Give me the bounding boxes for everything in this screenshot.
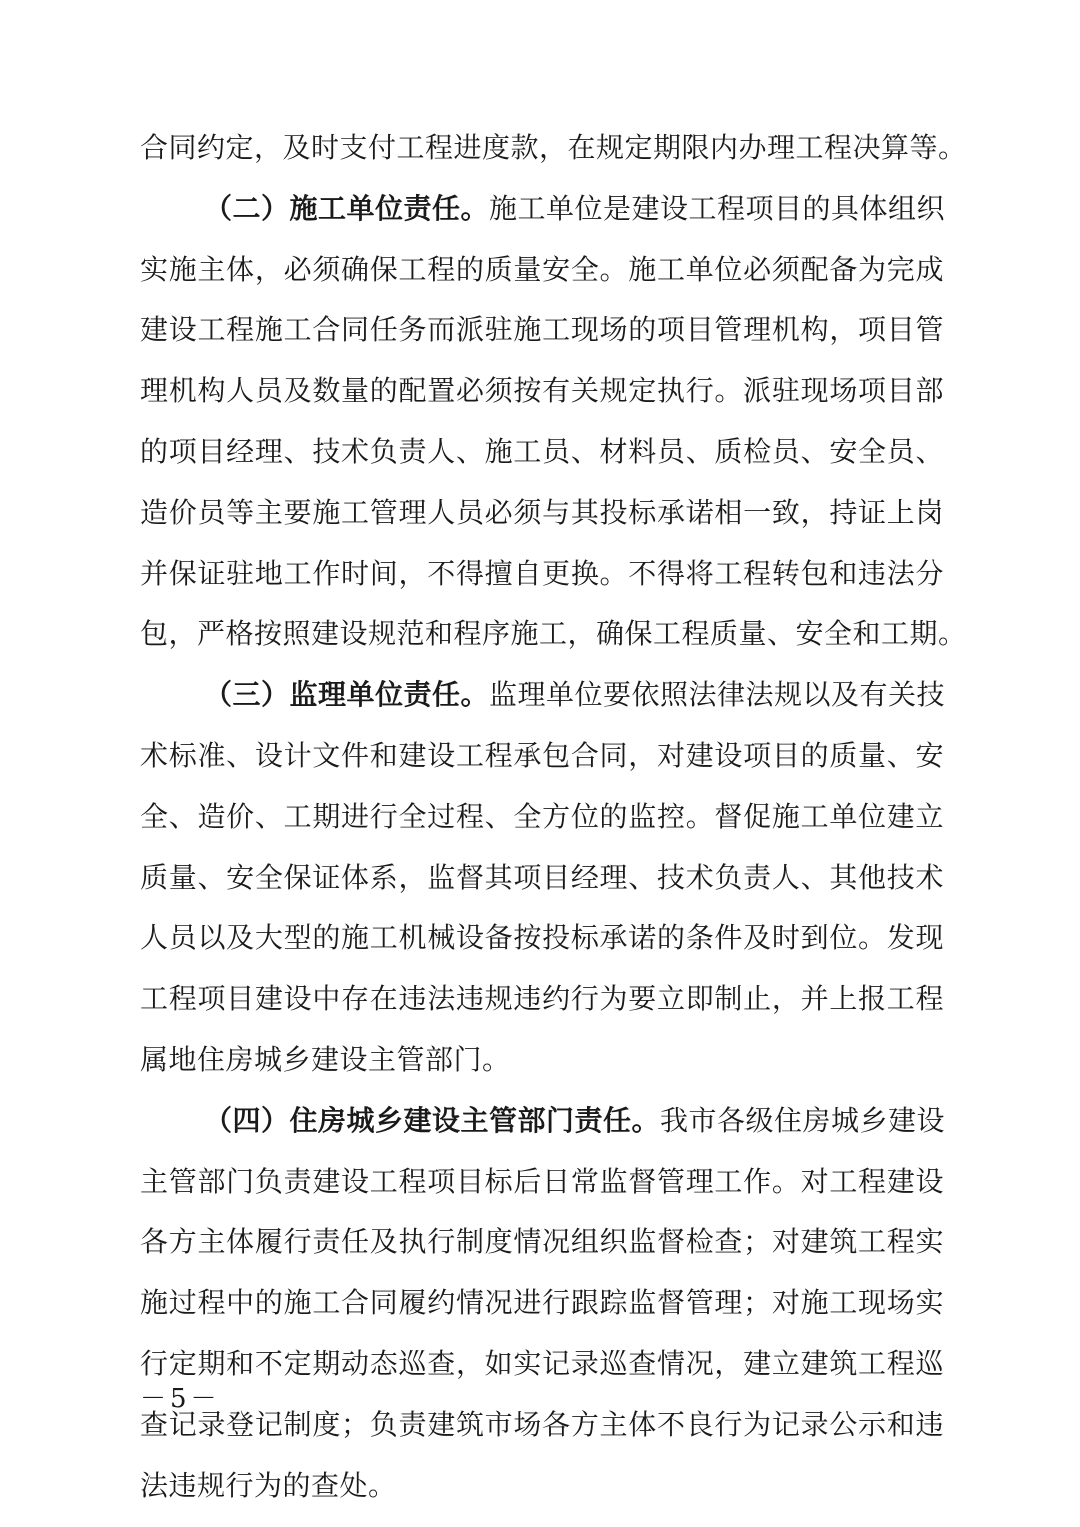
paragraph-continuation [140,118,967,179]
text-line: 人员以及大型的施工机械设备按投标承诺的条件及时到位。发现 [140,921,944,955]
text-line: 的项目经理、技术负责人、施工员、材料员、质检员、安全员、 [140,434,944,468]
page-number: －5－ [140,1384,221,1414]
text-line: 各方主体履行责任及执行制度情况组织监督检查；对建筑工程实 [140,1225,944,1259]
text-line: 全、造价、工期进行全过程、全方位的监控。督促施工单位建立 [140,799,944,833]
text-line: 理机构人员及数量的配置必须按有关规定执行。派驻现场项目部 [140,374,944,408]
text-line: 法违规行为的查处。 [140,1468,397,1502]
paragraph-supervision-unit [140,665,944,1091]
text-line: 并保证驻地工作时间，不得擅自更换。不得将工程转包和违法分 [140,556,944,590]
text-line: 施过程中的施工合同履约情况进行跟踪监督管理；对施工现场实 [140,1286,944,1320]
text-line: 属地住房城乡建设主管部门。 [140,1042,511,1076]
text-line: 合同约定，及时支付工程进度款，在规定期限内办理工程决算等。 [140,131,967,164]
text-line: （二）施工单位责任。施工单位是建设工程项目的具体组织 [204,191,946,225]
document-body [140,118,967,1516]
text-line: 包，严格按照建设规范和程序施工，确保工程质量、安全和工期。 [140,617,967,651]
text-line: 术标准、设计文件和建设工程承包合同，对建设项目的质量、安 [140,738,944,772]
text-line: 建设工程施工合同任务而派驻施工现场的项目管理机构，项目管 [140,313,944,347]
text-line: 实施主体，必须确保工程的质量安全。施工单位必须配备为完成 [140,252,944,286]
paragraph-housing-department [140,1091,944,1517]
text-line: （四）住房城乡建设主管部门责任。我市各级住房城乡建设 [204,1103,946,1137]
paragraph-construction-unit [140,179,967,665]
text-line: 行定期和不定期动态巡查，如实记录巡查情况，建立建筑工程巡 [140,1346,944,1380]
text-line: 造价员等主要施工管理人员必须与其投标承诺相一致，持证上岗 [140,495,944,529]
text-line: 主管部门负责建设工程项目标后日常监督管理工作。对工程建设 [140,1164,944,1198]
section-heading: （二）施工单位责任。 [204,191,490,225]
section-heading: （三）监理单位责任。 [204,678,490,712]
text-line: 质量、安全保证体系，监督其项目经理、技术负责人、其他技术 [140,860,944,894]
section-heading: （四）住房城乡建设主管部门责任。 [204,1103,661,1137]
text-line: 工程项目建设中存在违法违规违约行为要立即制止，并上报工程 [140,982,944,1016]
text-line: （三）监理单位责任。监理单位要依照法律法规以及有关技 [204,678,946,712]
text-line: 查记录登记制度；负责建筑市场各方主体不良行为记录公示和违 [140,1407,944,1441]
